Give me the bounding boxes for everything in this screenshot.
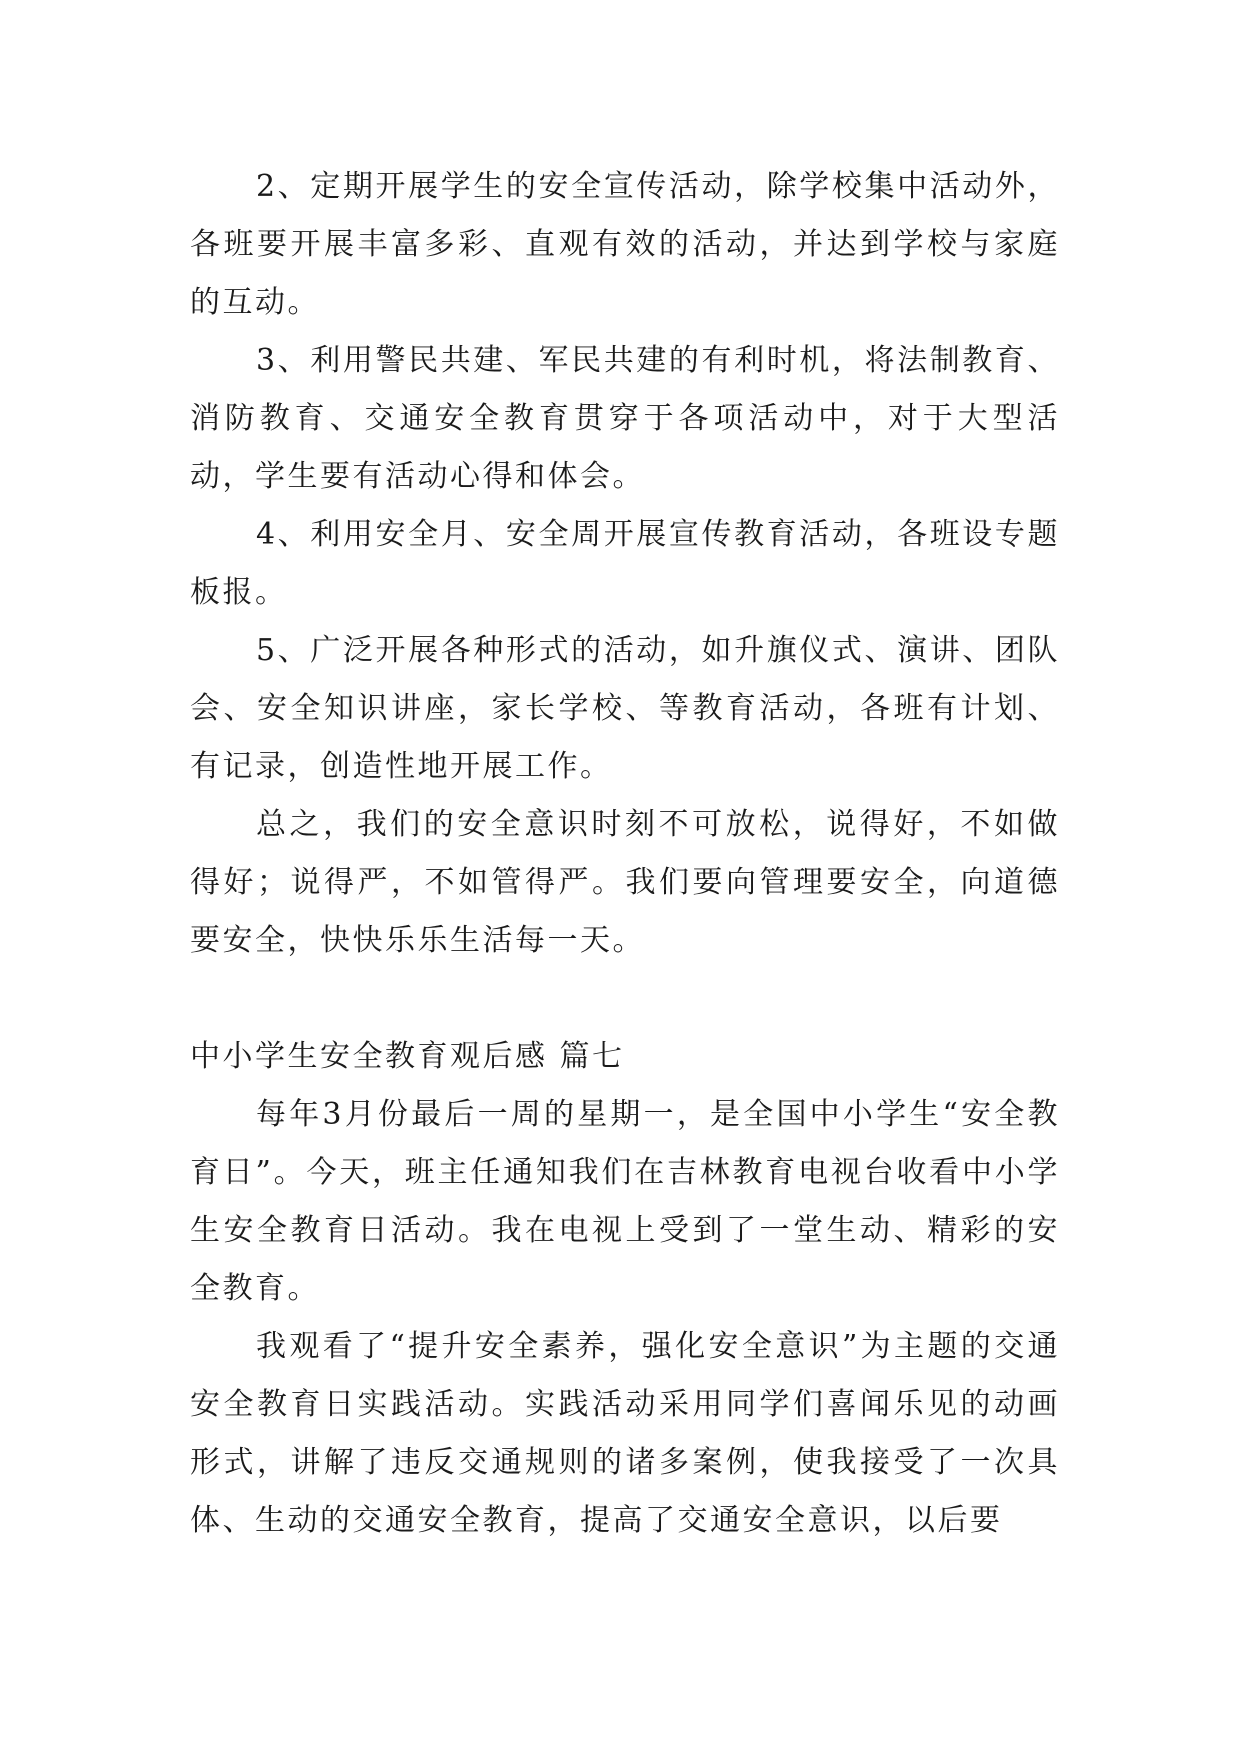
- paragraph-activity: 我观看了“提升安全素养，强化安全意识”为主题的交通安全教育日实践活动。实践活动采用同学们喜闻乐见的动画形式，讲解了违反交通规则的诸多案例，使我接受了一次具体、生动的交通安全教育，提高了交通安全意识，以后要: [190, 1329, 1060, 1538]
- section-heading: 中小学生安全教育观后感 篇七: [190, 1039, 625, 1074]
- paragraph-summary: 总之，我们的安全意识时刻不可放松，说得好，不如做得好；说得严，不如管得严。我们要向管理要安全，向道德要安全，快快乐乐生活每一天。: [190, 807, 1060, 958]
- document-body: [190, 158, 1060, 1550]
- paragraph-item-3: 3、利用警民共建、军民共建的有利时机，将法制教育、消防教育、交通安全教育贯穿于各项活动中，对于大型活动，学生要有活动心得和体会。: [190, 343, 1060, 494]
- paragraph-item-4: 4、利用安全月、安全周开展宣传教育活动，各班设专题板报。: [190, 517, 1060, 610]
- paragraph-item-5: 5、广泛开展各种形式的活动，如升旗仪式、演讲、团队会、安全知识讲座，家长学校、等教育活动，各班有计划、有记录，创造性地开展工作。: [190, 633, 1060, 784]
- paragraph-item-2: 2、定期开展学生的安全宣传活动，除学校集中活动外，各班要开展丰富多彩、直观有效的活动，并达到学校与家庭的互动。: [190, 169, 1060, 320]
- paragraph-intro: 每年3月份最后一周的星期一，是全国中小学生“安全教育日”。今天，班主任通知我们在吉林教育电视台收看中小学生安全教育日活动。我在电视上受到了一堂生动、精彩的安全教育。: [190, 1097, 1060, 1306]
